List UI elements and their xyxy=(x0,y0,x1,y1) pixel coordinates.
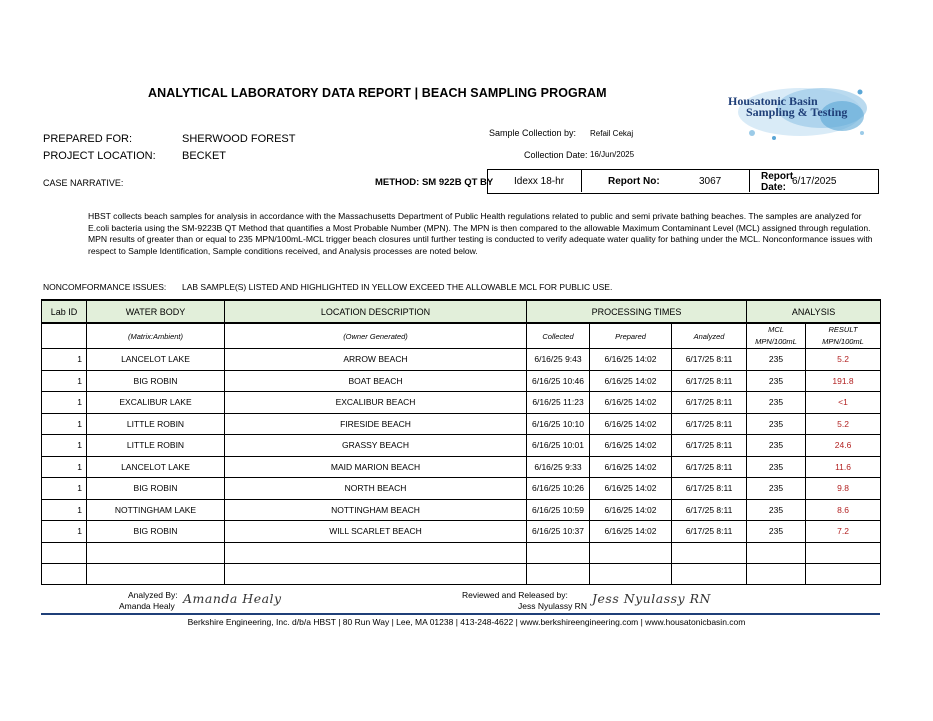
cell-loc: EXCALIBUR BEACH xyxy=(225,392,527,414)
cell-mcl: 235 xyxy=(747,456,806,478)
header-analysis: ANALYSIS xyxy=(747,300,881,323)
cell-loc: WILL SCARLET BEACH xyxy=(225,521,527,543)
cell-anal: 6/17/25 8:11 xyxy=(672,435,747,457)
subheader-matrix: (Matrix:Ambient) xyxy=(87,323,225,349)
cell-loc: ARROW BEACH xyxy=(225,349,527,371)
empty-cell xyxy=(42,542,87,563)
cell-loc: NOTTINGHAM BEACH xyxy=(225,499,527,521)
empty-cell xyxy=(87,542,225,563)
empty-cell xyxy=(87,563,225,584)
cell-anal: 6/17/25 8:11 xyxy=(672,349,747,371)
empty-row xyxy=(42,542,881,563)
cell-col: 6/16/25 10:26 xyxy=(527,478,590,500)
project-location-value: BECKET xyxy=(182,150,227,162)
cell-id: 1 xyxy=(42,478,87,500)
cell-mcl: 235 xyxy=(747,521,806,543)
cell-loc: NORTH BEACH xyxy=(225,478,527,500)
cell-water: LITTLE ROBIN xyxy=(87,413,225,435)
empty-cell xyxy=(806,542,881,563)
mcl-label: MCL xyxy=(768,325,784,334)
sample-collection-value: Refail Cekaj xyxy=(590,129,634,138)
sample-collection-label: Sample Collection by: xyxy=(489,128,577,138)
cell-mcl: 235 xyxy=(747,392,806,414)
cell-res: <1 xyxy=(806,392,881,414)
table-header-row xyxy=(42,300,881,323)
table-body xyxy=(42,349,881,585)
cell-prep: 6/16/25 14:02 xyxy=(590,521,672,543)
cell-id: 1 xyxy=(42,392,87,414)
header-lab-id: Lab ID xyxy=(42,300,87,323)
cell-prep: 6/16/25 14:02 xyxy=(590,456,672,478)
cell-prep: 6/16/25 14:02 xyxy=(590,392,672,414)
reviewed-signature: Jess Nyulassy RN xyxy=(592,591,711,606)
cell-res: 24.6 xyxy=(806,435,881,457)
empty-row xyxy=(42,563,881,584)
cell-res: 7.2 xyxy=(806,521,881,543)
cell-id: 1 xyxy=(42,456,87,478)
subheader-empty xyxy=(42,323,87,349)
divider xyxy=(749,170,750,192)
cell-res: 5.2 xyxy=(806,413,881,435)
nonconformance-text: LAB SAMPLE(S) LISTED AND HIGHLIGHTED IN YELLOW EXCEED THE ALLOWABLE MCL FOR PUBLIC USE. xyxy=(182,282,613,292)
cell-anal: 6/17/25 8:11 xyxy=(672,392,747,414)
collection-date-label: Collection Date: xyxy=(524,150,588,160)
report-date-label: Report Date: xyxy=(761,170,794,193)
empty-cell xyxy=(672,563,747,584)
cell-loc: BOAT BEACH xyxy=(225,370,527,392)
cell-mcl: 235 xyxy=(747,435,806,457)
table-row xyxy=(42,456,881,478)
cell-col: 6/16/25 9:43 xyxy=(527,349,590,371)
cell-id: 1 xyxy=(42,521,87,543)
table-subheader-row xyxy=(42,323,881,349)
mcl-unit: MPN/100mL xyxy=(755,337,797,346)
cell-res: 9.8 xyxy=(806,478,881,500)
housatonic-logo xyxy=(722,78,872,148)
table-row xyxy=(42,499,881,521)
cell-prep: 6/16/25 14:02 xyxy=(590,349,672,371)
empty-cell xyxy=(590,563,672,584)
result-unit: MPN/100mL xyxy=(822,337,864,346)
prepared-for-label: PREPARED FOR: xyxy=(43,133,133,145)
cell-mcl: 235 xyxy=(747,413,806,435)
empty-cell xyxy=(747,542,806,563)
table-row xyxy=(42,370,881,392)
method-value: Idexx 18-hr xyxy=(514,175,565,187)
cell-res: 5.2 xyxy=(806,349,881,371)
header-water-body: WATER BODY xyxy=(87,300,225,323)
footer-text: Berkshire Engineering, Inc. d/b/a HBST | 80 Run Way | Lee, MA 01238 | 413-248-4622 | www.berkshireengineering.com | www.housatonicbasin.com xyxy=(187,617,746,627)
method-label: METHOD: SM 922B QT BY xyxy=(375,177,494,188)
cell-water: BIG ROBIN xyxy=(87,521,225,543)
cell-water: LANCELOT LAKE xyxy=(87,349,225,371)
subheader-owner: (Owner Generated) xyxy=(225,323,527,349)
report-date-value: 6/17/2025 xyxy=(792,175,837,187)
cell-anal: 6/17/25 8:11 xyxy=(672,370,747,392)
header-processing: PROCESSING TIMES xyxy=(527,300,747,323)
cell-water: NOTTINGHAM LAKE xyxy=(87,499,225,521)
subheader-result xyxy=(806,323,881,349)
cell-anal: 6/17/25 8:11 xyxy=(672,413,747,435)
empty-cell xyxy=(672,542,747,563)
results-table xyxy=(41,299,881,585)
cell-water: LITTLE ROBIN xyxy=(87,435,225,457)
reviewed-label: Reviewed and Released by: xyxy=(462,590,568,600)
cell-col: 6/16/25 10:10 xyxy=(527,413,590,435)
subheader-mcl xyxy=(747,323,806,349)
cell-water: BIG ROBIN xyxy=(87,370,225,392)
cell-anal: 6/17/25 8:11 xyxy=(672,456,747,478)
empty-cell xyxy=(42,563,87,584)
analyzed-by-name: Amanda Healy xyxy=(119,601,175,611)
cell-id: 1 xyxy=(42,435,87,457)
table-row xyxy=(42,413,881,435)
cell-anal: 6/17/25 8:11 xyxy=(672,521,747,543)
report-title: ANALYTICAL LABORATORY DATA REPORT | BEACH SAMPLING PROGRAM xyxy=(148,86,607,100)
cell-loc: GRASSY BEACH xyxy=(225,435,527,457)
cell-col: 6/16/25 10:46 xyxy=(527,370,590,392)
cell-mcl: 235 xyxy=(747,499,806,521)
cell-water: LANCELOT LAKE xyxy=(87,456,225,478)
reviewed-name: Jess Nyulassy RN xyxy=(518,601,587,611)
cell-prep: 6/16/25 14:02 xyxy=(590,435,672,457)
empty-cell xyxy=(806,563,881,584)
narrative-text: HBST collects beach samples for analysis in accordance with the Massachusetts Department of Public Health regulations related to public and semi private bathing beaches. The samples are analyzed for E.coli bacteria using the SM-9223B QT Method that quantifies a Most Probable Number (MPN). The MPN is then compared to the allowable Maximum Contaminant Level (MCL) assigned through regulation. MPN results of greater than or equal to 235 MPN/100mL-MCL trigger beach closures until further testing is conducted to verify adequate water quality for bathing under the MCL. Nonconformance issues with respect to Sample Identification, Sample conditions received, and Analysis processes are noted below. xyxy=(88,211,873,256)
cell-id: 1 xyxy=(42,370,87,392)
cell-mcl: 235 xyxy=(747,349,806,371)
cell-col: 6/16/25 9:33 xyxy=(527,456,590,478)
cell-prep: 6/16/25 14:02 xyxy=(590,370,672,392)
cell-res: 191.8 xyxy=(806,370,881,392)
divider xyxy=(581,170,582,192)
subheader-prepared: Prepared xyxy=(590,323,672,349)
table-row xyxy=(42,435,881,457)
footer-divider xyxy=(41,613,880,615)
table-row xyxy=(42,392,881,414)
analyzed-by-signature: Amanda Healy xyxy=(183,591,282,606)
report-no-value: 3067 xyxy=(699,175,722,187)
empty-cell xyxy=(225,563,527,584)
cell-water: EXCALIBUR LAKE xyxy=(87,392,225,414)
empty-cell xyxy=(225,542,527,563)
cell-mcl: 235 xyxy=(747,478,806,500)
cell-id: 1 xyxy=(42,349,87,371)
logo-line-2: Sampling & Testing xyxy=(746,105,848,119)
report-no-label: Report No: xyxy=(608,175,660,187)
header-location: LOCATION DESCRIPTION xyxy=(225,300,527,323)
cell-res: 11.6 xyxy=(806,456,881,478)
cell-mcl: 235 xyxy=(747,370,806,392)
cell-water: BIG ROBIN xyxy=(87,478,225,500)
cell-prep: 6/16/25 14:02 xyxy=(590,499,672,521)
cell-anal: 6/17/25 8:11 xyxy=(672,499,747,521)
empty-cell xyxy=(747,563,806,584)
prepared-for-value: SHERWOOD FOREST xyxy=(182,133,296,145)
case-narrative-label: CASE NARRATIVE: xyxy=(43,178,124,188)
table-row xyxy=(42,521,881,543)
logo-line-1: Housatonic Basin xyxy=(728,94,818,108)
cell-col: 6/16/25 10:01 xyxy=(527,435,590,457)
empty-cell xyxy=(590,542,672,563)
cell-col: 6/16/25 11:23 xyxy=(527,392,590,414)
report-info-box xyxy=(487,169,879,194)
cell-col: 6/16/25 10:59 xyxy=(527,499,590,521)
cell-prep: 6/16/25 14:02 xyxy=(590,413,672,435)
result-label: RESULT xyxy=(828,325,858,334)
project-location-label: PROJECT LOCATION: xyxy=(43,150,156,162)
empty-cell xyxy=(527,563,590,584)
cell-loc: FIRESIDE BEACH xyxy=(225,413,527,435)
analyzed-by-label: Analyzed By: xyxy=(128,590,178,600)
cell-res: 8.6 xyxy=(806,499,881,521)
collection-date-value: 16/Jun/2025 xyxy=(590,150,635,159)
empty-cell xyxy=(527,542,590,563)
cell-id: 1 xyxy=(42,499,87,521)
nonconformance-label: NONCOMFORMANCE ISSUES: xyxy=(43,282,167,292)
cell-loc: MAID MARION BEACH xyxy=(225,456,527,478)
cell-anal: 6/17/25 8:11 xyxy=(672,478,747,500)
subheader-collected: Collected xyxy=(527,323,590,349)
subheader-analyzed: Analyzed xyxy=(672,323,747,349)
table-row xyxy=(42,478,881,500)
table-row xyxy=(42,349,881,371)
cell-col: 6/16/25 10:37 xyxy=(527,521,590,543)
cell-id: 1 xyxy=(42,413,87,435)
cell-prep: 6/16/25 14:02 xyxy=(590,478,672,500)
